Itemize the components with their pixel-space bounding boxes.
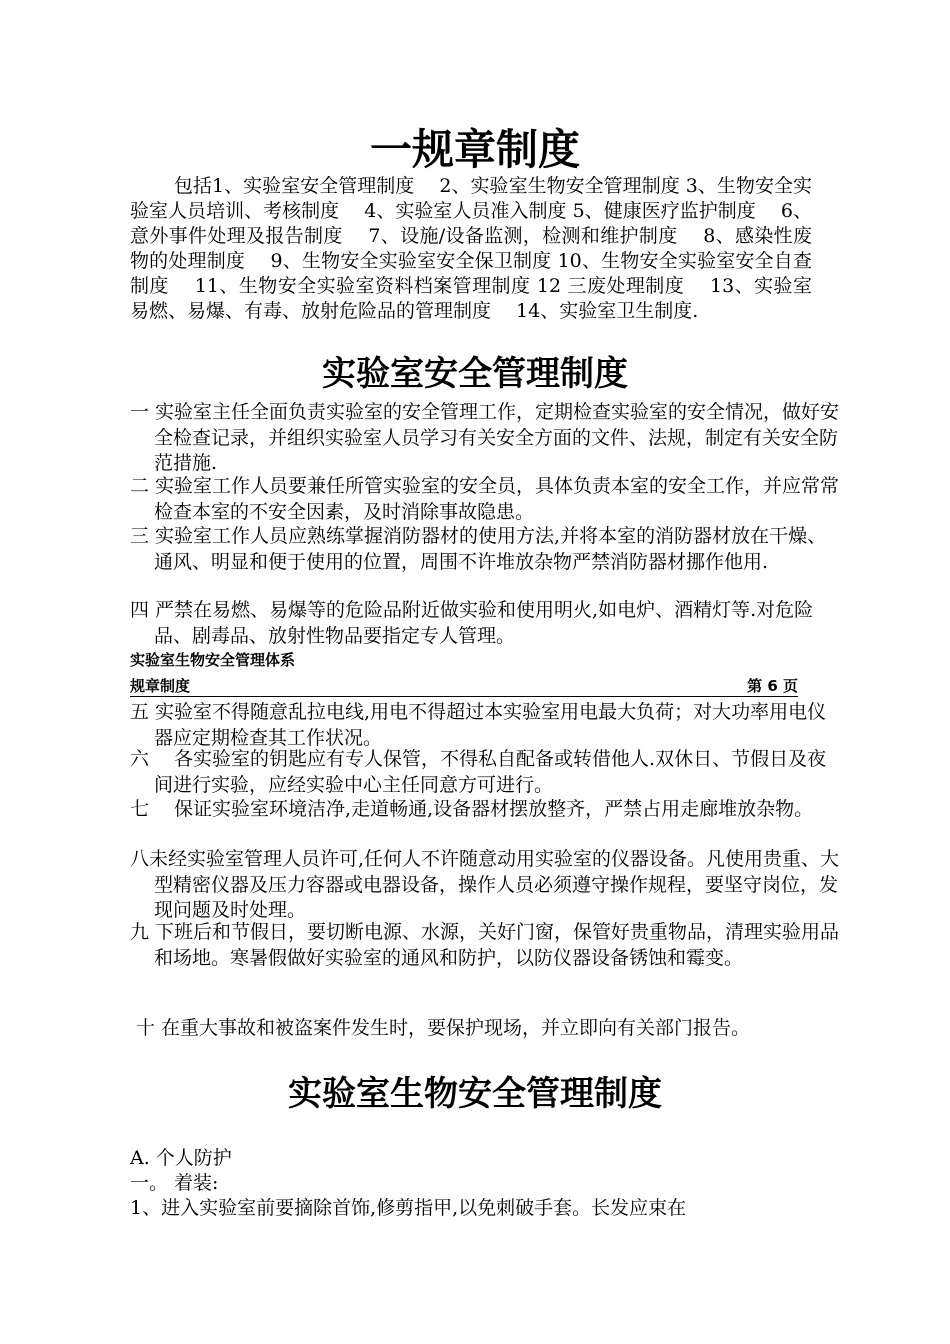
lab-item-1: 一 实验室主任全面负责实验室的安全管理工作，定期检查实验室的安全情况，做好安全检查记录，并组织实验室人员学习有关安全方面的文件、法规，制定有关安全防范措施. (130, 401, 840, 474)
lab-item-6: 六 各实验室的钥匙应有专人保管，不得私自配备或转借他人.双休日、节假日及夜间进行实验，应经实验中心主任同意方可进行。 (130, 748, 827, 796)
lab-item-5: 五 实验室不得随意乱拉电线,用电不得超过本实验室用电最大负荷；对大功率用电仪器应定期检查其工作状况。 (130, 701, 827, 749)
lab-item-7: 七 保证实验室环境洁净,走道畅通,设备器材摆放整齐，严禁占用走廊堆放杂物。 (130, 798, 814, 820)
lab-item-4: 四 严禁在易燃、易爆等的危险品附近做实验和使用明火,如电炉、酒精灯等.对危险品、剧毒品、放射性物品要指定专人管理。 (130, 599, 814, 647)
main-title: 一规章制度 (369, 125, 580, 174)
bio-subsection-a: A. 个人防护 (130, 1147, 232, 1169)
header-system-name: 实验室生物安全管理体系 (130, 651, 296, 669)
regulations-list-intro: 包括1、实验室安全管理制度 2、实验室生物安全管理制度 3、生物安全实验室人员培训、考核制度 4、实验室人员准入制度 5、健康医疗监护制度 6、意外事件处理及报告制度 7、设施/设备监测，检测和维护制度 8、感染性废物的处理制度 9、生物安全实验室安全保卫制度 10、生物安全实验室安全自查制度 11、生物安全实验室资料档案管理制度 12 三废处理制度 13、实验室易燃、易爆、有毒、放射危险品的管理制度 14、实验室卫生制度. (130, 175, 812, 322)
bio-subsection-one: 一。 着装: (130, 1172, 219, 1194)
lab-item-8: 八未经实验室管理人员许可,任何人不许随意动用实验室的仪器设备。凡使用贵重、大型精密仪器及压力容器或电器设备，操作人员必须遵守操作规程，要坚守岗位，发现问题及时处理。 (130, 848, 840, 921)
lab-safety-title: 实验室安全管理制度 (322, 354, 628, 394)
lab-item-10: 十 在重大事故和被盗案件发生时，要保护现场，并立即向有关部门报告。 (136, 1017, 751, 1039)
bio-line-1: 1、进入实验室前要摘除首饰,修剪指甲,以免刺破手套。长发应束在 (130, 1197, 687, 1219)
header-section-name: 规章制度 (130, 677, 191, 695)
lab-item-9: 九 下班后和节假日，要切断电源、水源，关好门窗，保管好贵重物品，清理实验用品和场地。寒暑假做好实验室的通风和防护，以防仪器设备锈蚀和霉变。 (130, 921, 840, 969)
lab-item-2: 二 实验室工作人员要兼任所管实验室的安全员，具体负责本室的安全工作，并应常常检查本室的不安全因素，及时消除事故隐患。 (130, 475, 840, 523)
header-rule (130, 696, 798, 697)
header-page-number: 第 6 页 (747, 677, 798, 695)
lab-item-3: 三 实验室工作人员应熟练掌握消防器材的使用方法,并将本室的消防器材放在干燥、通风、明显和便于使用的位置，周围不许堆放杂物严禁消防器材挪作他用. (130, 525, 827, 573)
bio-safety-title: 实验室生物安全管理制度 (288, 1074, 662, 1114)
